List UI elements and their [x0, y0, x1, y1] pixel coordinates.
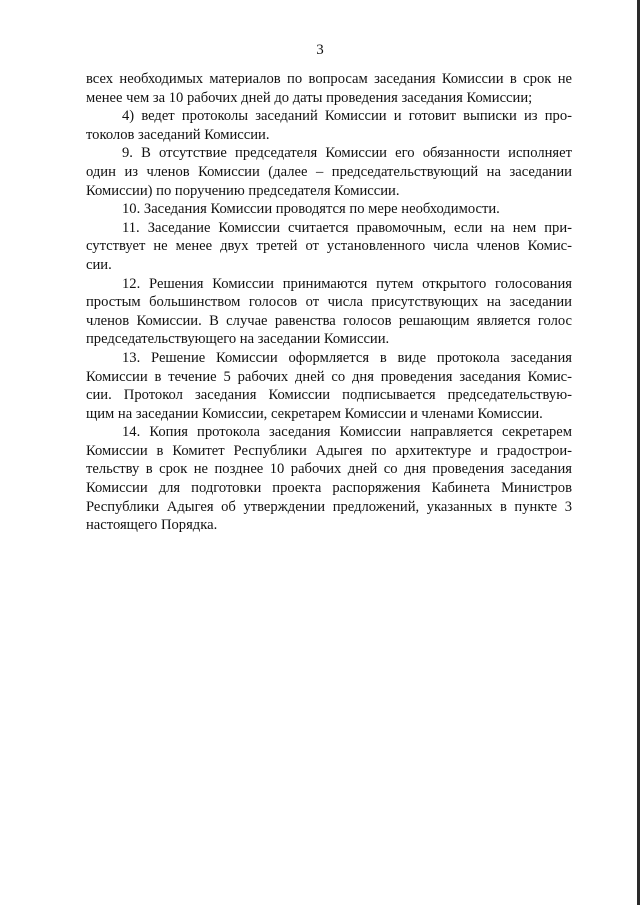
document-body	[86, 70, 572, 535]
text-line: 9. В отсутствие председателя Комиссии его обязанности исполняет	[122, 145, 572, 162]
text-line: сии. Протокол заседания Комиссии подписывается председательствую-	[86, 387, 572, 404]
text-line: щим на заседании Комиссии, секретарем Комиссии и членами Комиссии.	[86, 405, 543, 422]
text-line: 10. Заседания Комиссии проводятся по мере необходимости.	[122, 201, 500, 218]
text-line: Республики Адыгея об утверждении предложений, указанных в пункте 3	[86, 498, 572, 515]
page-number: 3	[316, 42, 324, 58]
text-line: членов Комиссии. В случае равенства голосов решающим является голос	[86, 312, 572, 329]
text-line: токолов заседаний Комиссии.	[86, 126, 270, 143]
text-line: один из членов Комиссии (далее – председательствующий на заседании	[86, 163, 572, 180]
text-line: 12. Решения Комиссии принимаются путем открытого голосования	[122, 275, 572, 292]
text-line: настоящего Порядка.	[86, 517, 218, 534]
text-line: Комиссии для подготовки проекта распоряжения Кабинета Министров	[86, 480, 572, 497]
text-line: Комиссии в Комитет Республики Адыгея по архитектуре и градострои-	[86, 442, 572, 459]
text-line: сутствует не менее двух третей от установленного числа членов Комис-	[86, 238, 572, 255]
text-line: 14. Копия протокола заседания Комиссии направляется секретарем	[122, 424, 572, 441]
text-line: Комиссии в течение 5 рабочих дней со дня проведения заседания Комис-	[86, 368, 572, 385]
text-line: простым большинством голосов от числа присутствующих на заседании	[86, 294, 572, 311]
text-line: председательствующего на заседании Комиссии.	[86, 331, 390, 348]
text-line: 4) ведет протоколы заседаний Комиссии и готовит выписки из про-	[122, 108, 572, 125]
text-line: тельству в срок не позднее 10 рабочих дней со дня проведения заседания	[86, 461, 572, 478]
text-line: 11. Заседание Комиссии считается правомочным, если на нем при-	[122, 219, 572, 236]
text-line: всех необходимых материалов по вопросам заседания Комиссии в срок не	[86, 71, 572, 87]
text-line: Комиссии) по поручению председателя Комиссии.	[86, 182, 400, 199]
text-line: 13. Решение Комиссии оформляется в виде протокола заседания	[122, 349, 572, 366]
text-line: менее чем за 10 рабочих дней до даты проведения заседания Комиссии;	[86, 89, 533, 106]
text-line: сии.	[86, 256, 112, 273]
